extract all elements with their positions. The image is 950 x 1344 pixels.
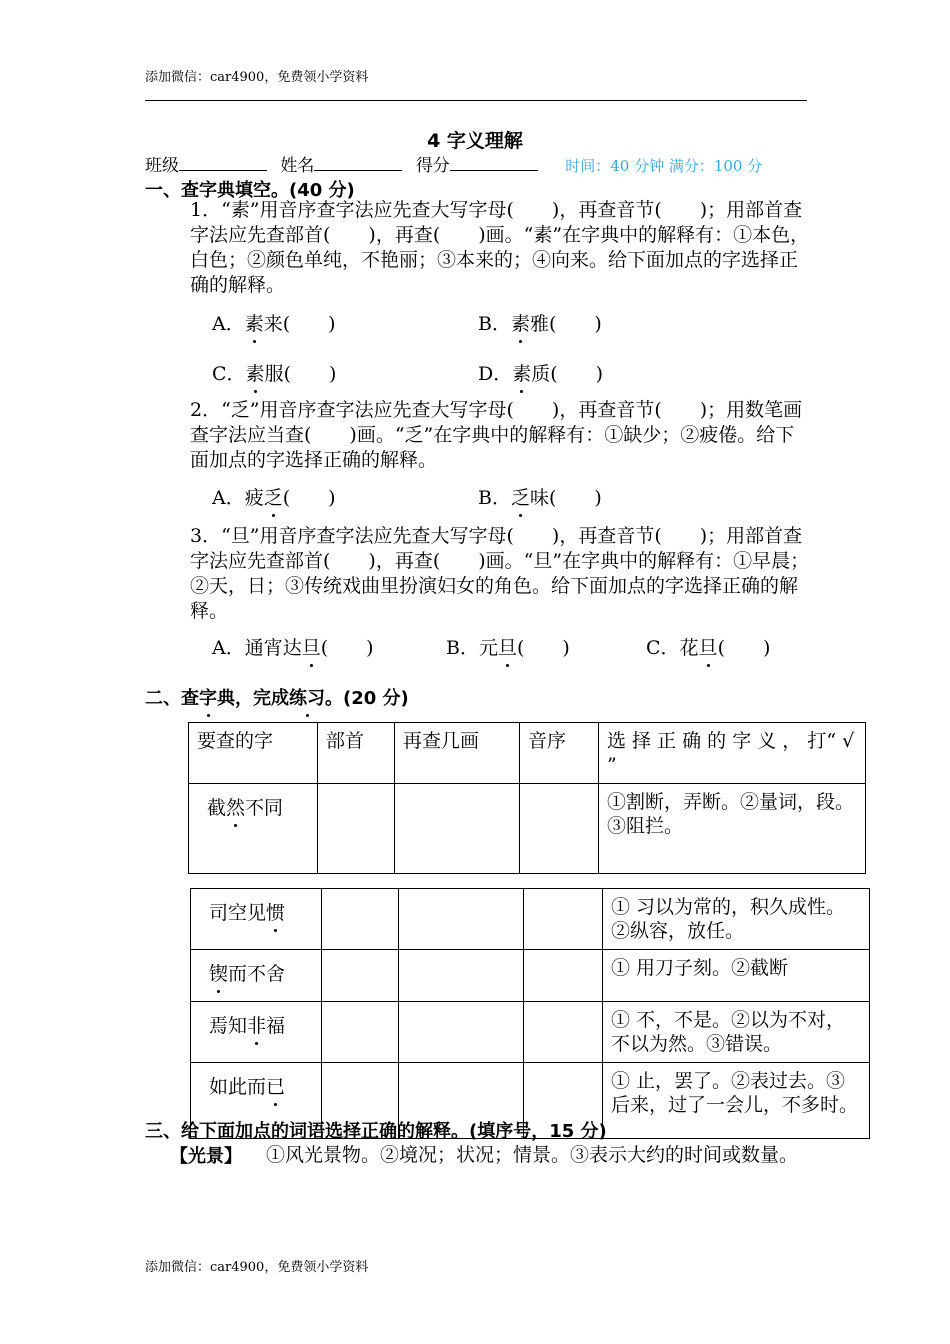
strokes-cell[interactable] xyxy=(399,1002,524,1063)
class-label: 班级 xyxy=(145,156,179,176)
meaning-cell: ① 习以为常的，积久成性。②纵容，放任。 xyxy=(603,889,870,950)
header-divider xyxy=(145,100,807,101)
header-meaning: 选 择 正 确 的 字 义 ， 打“ √ ” xyxy=(599,723,866,784)
initial-cell[interactable] xyxy=(524,889,603,950)
header-radical: 部首 xyxy=(318,723,395,784)
radical-cell[interactable] xyxy=(322,1002,399,1063)
section2-heading: 二、查字典，完成练习。(20 分) xyxy=(145,684,409,710)
meaning-cell: ① 不，不是。②以为不对，不以为然。③错误。 xyxy=(603,1002,870,1063)
table-row xyxy=(191,1002,870,1063)
name-blank[interactable] xyxy=(314,155,402,171)
q2-text: 2．“乏”用音序查字法应先查大写字母( )，再查音节( )；用数笔画查字法应当查( )画。“乏”在字典中的解释有：①缺少；②疲倦。给下面加点的字选择正确的解释。 xyxy=(190,399,803,471)
header-initial: 音序 xyxy=(520,723,599,784)
q2-option-b: B．乏味( ) xyxy=(478,483,602,510)
table-header-row xyxy=(189,723,866,784)
entry-word: 【光景】 xyxy=(170,1146,242,1167)
strokes-cell[interactable] xyxy=(399,889,524,950)
lookup-table-2 xyxy=(190,888,870,1139)
section1-heading: 一、查字典填空。(40 分) xyxy=(145,180,355,201)
entry-definition: ①风光景物。②境况；状况；情景。③表示大约的时间或数量。 xyxy=(266,1144,799,1166)
initial-cell[interactable] xyxy=(520,784,599,874)
strokes-cell[interactable] xyxy=(399,950,524,1002)
name-label: 姓名 xyxy=(280,156,315,176)
radical-cell[interactable] xyxy=(322,950,399,1002)
q3-option-c: C．花旦( ) xyxy=(646,633,770,660)
word-cell: 锲而不舍 xyxy=(191,950,322,1002)
meaning-cell: ①割断，弄断。②量词，段。③阻拦。 xyxy=(599,784,866,874)
word-cell: 焉知非福 xyxy=(191,1002,322,1063)
page-title: 4 字义理解 xyxy=(427,130,523,152)
exam-meta: 时间：40 分钟 满分：100 分 xyxy=(565,157,763,175)
q1-option-c: C．素服( ) xyxy=(212,359,336,386)
radical-cell[interactable] xyxy=(318,784,395,874)
radical-cell[interactable] xyxy=(322,889,399,950)
table-row xyxy=(191,950,870,1002)
q3-option-b: B．元旦( ) xyxy=(446,633,570,660)
score-label: 得分 xyxy=(415,156,450,176)
table-row xyxy=(189,784,866,874)
q1-option-a: A．素来( ) xyxy=(212,309,336,336)
lookup-table-1 xyxy=(188,722,866,874)
header-note: 添加微信：car4900，免费领小学资料 xyxy=(145,70,369,85)
q2-option-a: A．疲乏( ) xyxy=(212,483,336,510)
strokes-cell[interactable] xyxy=(395,784,520,874)
q3-option-a: A．通宵达旦( ) xyxy=(212,633,374,660)
q3-text: 3．“旦”用音序查字法应先查大写字母( )，再查音节( )；用部首查字法应先查部首( )，再查( )画。“旦”在字典中的解释有：①早晨；②天，日；③传统戏曲里扮演妇女的角色。给下面加点的字选择正确的解释。 xyxy=(190,525,810,622)
initial-cell[interactable] xyxy=(524,950,603,1002)
score-blank[interactable] xyxy=(450,155,538,171)
initial-cell[interactable] xyxy=(524,1002,603,1063)
word-cell: 如此而已 xyxy=(191,1063,322,1139)
header-strokes: 再查几画 xyxy=(395,723,520,784)
q1-option-b: B．素雅( ) xyxy=(478,309,602,336)
footer-note: 添加微信：car4900，免费领小学资料 xyxy=(145,1260,369,1275)
word-cell: 截然不同 xyxy=(189,784,318,874)
section3-heading: 三、给下面加点的词语选择正确的解释。(填序号，15 分) xyxy=(145,1121,607,1142)
word-cell: 司空见惯 xyxy=(191,889,322,950)
q1-text: 1．“素”用音序查字法应先查大写字母( )，再查音节( )；用部首查字法应先查部首( )，再查( )画。“素”在字典中的解释有：①本色，白色；②颜色单纯，不艳丽；③本来的；④向来。给下面加点的字选择正确的解释。 xyxy=(190,199,810,296)
student-info-line xyxy=(145,151,762,176)
q1-option-d: D．素质( ) xyxy=(478,359,603,386)
class-blank[interactable] xyxy=(179,155,267,171)
meaning-cell: ① 止，罢了。②表过去。③后来，过了一会儿，不多时。 xyxy=(603,1063,870,1139)
header-char: 要查的字 xyxy=(189,723,318,784)
table-row xyxy=(191,889,870,950)
meaning-cell: ① 用刀子刻。②截断 xyxy=(603,950,870,1002)
